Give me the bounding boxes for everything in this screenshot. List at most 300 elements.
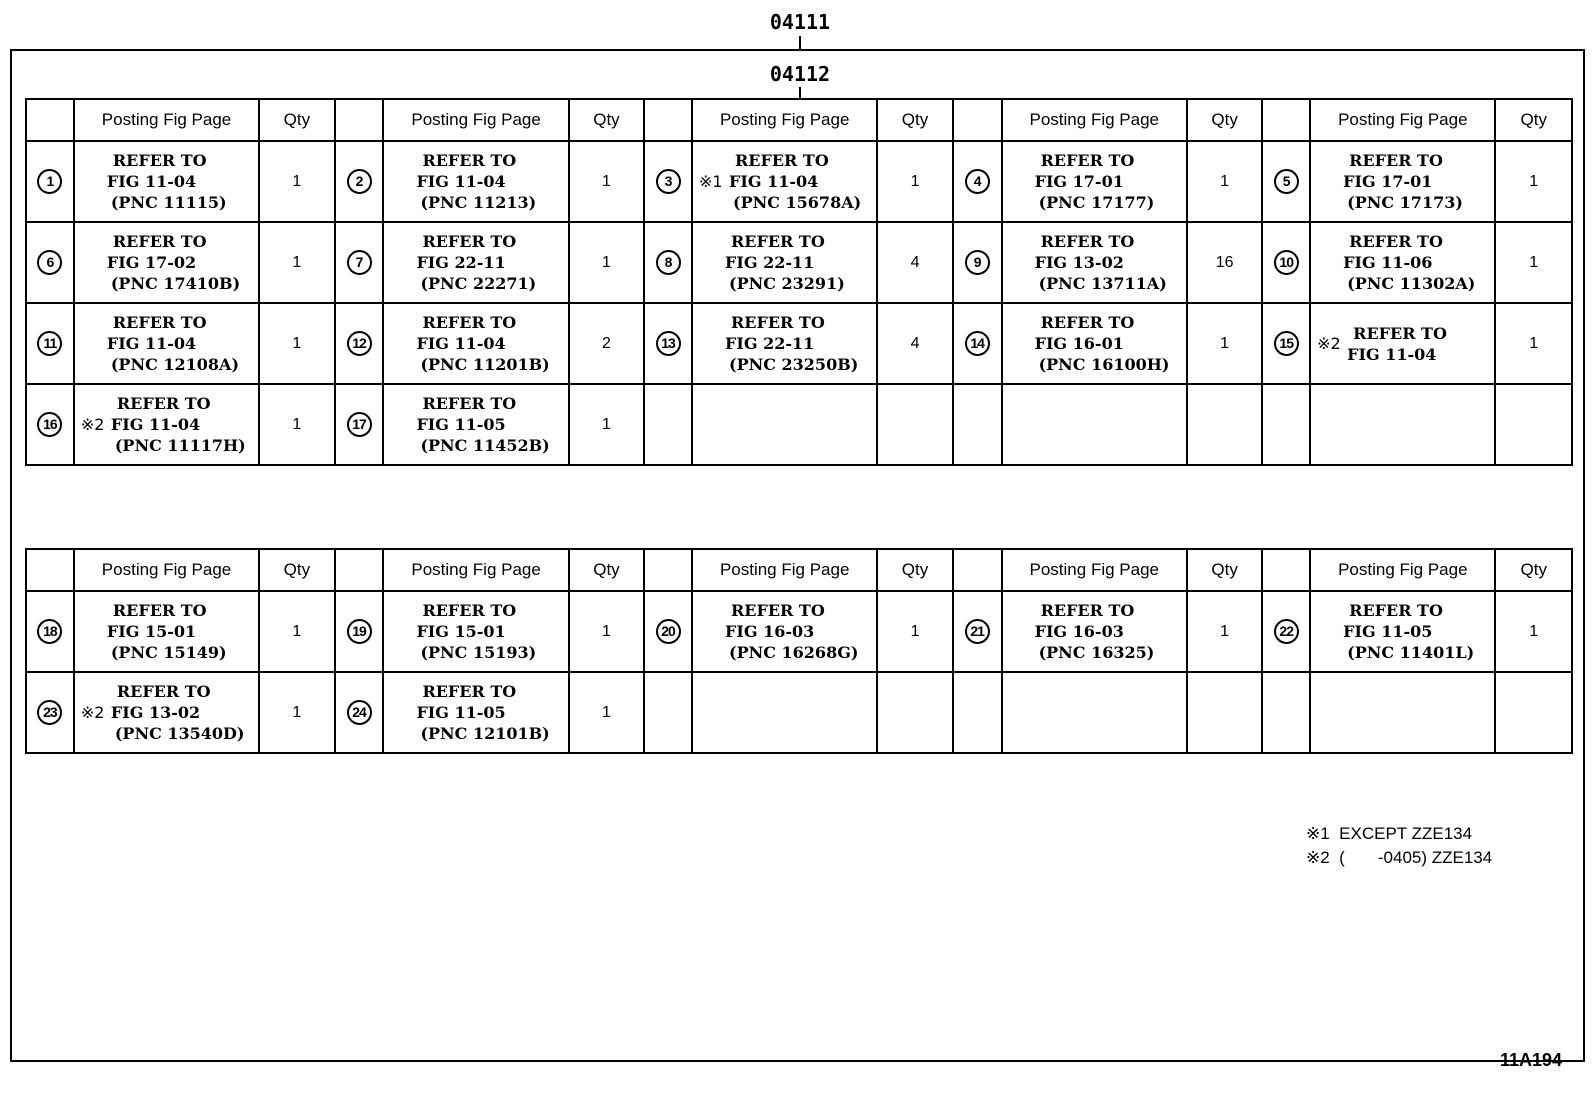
fig-reference: FIG 15-01 [106,622,197,641]
pnc-reference: (PNC 16100H) [1038,355,1170,374]
pnc-reference: (PNC 11452B) [420,436,550,455]
header-blank [644,99,692,141]
posting-reference-cell [692,303,877,384]
reference-block [75,681,258,744]
posting-reference-cell [383,672,568,753]
drawing-id: 11A194 [1499,1050,1562,1070]
item-number-cell [644,672,692,753]
header-qty: Qty [1495,549,1572,591]
note-mark: ※1 [699,172,723,191]
qty-value: 1 [602,172,611,190]
refer-to-label: REFER TO [422,313,517,332]
item-number-badge: 1 [37,169,62,194]
refer-to-label: REFER TO [112,601,207,620]
fig-reference: FIG 16-01 [1034,334,1124,353]
item-number-badge: 7 [347,250,372,275]
pnc-reference: (PNC 15149) [110,643,227,662]
header-blank [953,99,1002,141]
header-blank [335,549,384,591]
fig-reference: FIG 11-05 [416,703,506,722]
pnc-reference: (PNC 15678A) [733,193,862,212]
fig-reference: FIG 22-11 [725,334,815,353]
qty-value: 1 [910,172,920,190]
fig-reference: FIG 11-05 [1343,622,1433,641]
reference-block [75,600,258,663]
header-blank [644,549,692,591]
qty-cell [259,591,334,672]
reference-lines [1343,600,1474,663]
posting-reference-cell [1310,222,1495,303]
item-number-cell [1262,222,1310,303]
qty-value: 16 [1215,253,1234,271]
item-number-cell [1262,141,1310,222]
table-row [26,672,1572,753]
posting-reference-cell [1002,672,1187,753]
pnc-reference: (PNC 12101B) [420,724,550,743]
reference-lines [725,600,858,663]
item-number-badge: 5 [1274,169,1299,194]
header-posting-fig-page: Posting Fig Page [1002,549,1187,591]
header-qty: Qty [877,99,952,141]
item-number-cell [335,384,384,465]
item-number-cell [1262,303,1310,384]
footnote-mark: ※2 [1306,848,1330,867]
qty-cell [877,591,952,672]
header-posting-fig-page: Posting Fig Page [1002,99,1187,141]
refer-to-label: REFER TO [116,394,211,413]
posting-reference-cell [74,222,259,303]
reference-block [693,600,876,663]
qty-value: 1 [602,703,611,721]
fig-reference: FIG 17-01 [1343,172,1433,191]
pnc-reference: (PNC 17173) [1347,193,1463,212]
item-number-cell [644,591,692,672]
qty-cell [569,222,644,303]
posting-reference-cell [74,672,259,753]
qty-value: 1 [1220,622,1230,640]
item-number-cell [26,141,74,222]
fig-reference: FIG 16-03 [1034,622,1124,641]
reference-lines [1343,231,1475,294]
refer-to-label: REFER TO [1353,323,1447,343]
note-mark: ※2 [1317,334,1341,353]
fig-reference: FIG 17-02 [106,253,197,272]
refer-to-label: REFER TO [422,232,517,251]
pnc-reference: (PNC 17177) [1038,193,1155,212]
item-number-badge: 17 [347,412,372,437]
fig-reference: FIG 11-04 [1347,344,1437,364]
fig-reference: FIG 13-02 [1034,253,1124,272]
qty-cell [1495,591,1572,672]
item-number-cell [953,222,1002,303]
posting-reference-cell [383,222,568,303]
reference-block [693,312,876,375]
header-posting-fig-page: Posting Fig Page [1310,549,1495,591]
table-row [26,222,1572,303]
qty-value: 1 [292,172,302,190]
qty-cell [569,591,644,672]
item-number-badge: 13 [656,331,681,356]
footnote-mark: ※1 [1306,824,1330,843]
item-number-badge: 10 [1274,250,1299,275]
fig-reference: FIG 22-11 [725,253,815,272]
qty-value: 1 [292,622,302,640]
item-number-cell [26,591,74,672]
item-number-badge: 12 [347,331,372,356]
header-qty: Qty [1495,99,1572,141]
posting-reference-cell [1310,591,1495,672]
qty-value: 2 [602,334,611,352]
qty-cell [1495,384,1572,465]
qty-cell [259,303,334,384]
footnote-2 [1306,846,1492,870]
header-posting-fig-page: Posting Fig Page [383,99,568,141]
table-row [26,141,1572,222]
item-number-cell [335,591,384,672]
reference-block [1311,600,1494,663]
pnc-reference: (PNC 11115) [110,193,227,212]
reference-lines [107,231,240,294]
refer-to-label: REFER TO [735,151,829,170]
reference-lines [1035,600,1155,663]
qty-value: 1 [1529,334,1539,352]
qty-value: 1 [292,253,302,271]
reference-lines [111,681,245,744]
reference-block [1003,600,1186,663]
qty-cell [1187,222,1262,303]
item-number-cell [26,303,74,384]
reference-lines [107,150,227,213]
parts-reference-table-top [25,98,1573,466]
item-number-badge: 16 [37,412,62,437]
qty-value: 1 [1220,334,1230,352]
item-number-cell [335,222,384,303]
qty-cell [1187,303,1262,384]
reference-block [384,393,567,456]
item-number-badge: 22 [1274,619,1299,644]
reference-block [1311,150,1494,213]
reference-lines [729,150,861,213]
posting-reference-cell [1002,591,1187,672]
qty-cell [877,222,952,303]
assembly-code: 04111 [769,10,831,34]
reference-lines [107,600,227,663]
fig-reference: FIG 11-05 [416,415,506,434]
item-number-badge: 3 [656,169,681,194]
refer-to-label: REFER TO [1040,313,1135,332]
assembly-connector-line [799,36,801,50]
qty-value: 4 [910,253,920,271]
refer-to-label: REFER TO [112,151,207,170]
qty-cell [569,303,644,384]
item-number-cell [953,672,1002,753]
posting-reference-cell [1310,141,1495,222]
pnc-reference: (PNC 12108A) [110,355,240,374]
reference-block [384,231,567,294]
qty-value: 1 [292,334,302,352]
pnc-reference: (PNC 16325) [1038,643,1155,662]
header-qty: Qty [569,99,644,141]
item-number-badge: 11 [37,331,62,356]
refer-to-label: REFER TO [731,313,825,332]
reference-lines [1035,150,1155,213]
refer-to-label: REFER TO [1040,232,1135,251]
posting-reference-cell [1002,384,1187,465]
qty-value: 1 [292,703,302,721]
posting-reference-cell [1310,303,1495,384]
reference-block [75,150,258,213]
note-mark: ※2 [80,415,105,434]
header-blank [26,99,74,141]
item-number-badge: 15 [1274,331,1299,356]
pnc-reference: (PNC 11213) [420,193,537,212]
refer-to-label: REFER TO [1349,151,1443,170]
reference-block [1311,231,1494,294]
item-number-cell [335,141,384,222]
reference-lines [416,150,536,213]
reference-lines [1035,231,1167,294]
posting-reference-cell [692,141,877,222]
refer-to-label: REFER TO [422,151,517,170]
header-posting-fig-page: Posting Fig Page [692,99,877,141]
qty-cell [259,384,334,465]
item-number-badge: 18 [37,619,62,644]
item-number-cell [644,141,692,222]
fig-reference: FIG 11-04 [110,415,201,434]
qty-cell [1495,672,1572,753]
pnc-reference: (PNC 17410B) [110,274,241,293]
header-qty: Qty [877,549,952,591]
item-number-badge: 21 [965,619,990,644]
header-qty: Qty [569,549,644,591]
qty-value: 1 [1529,253,1539,271]
item-number-cell [1262,384,1310,465]
table-row [26,303,1572,384]
item-number-badge: 24 [347,700,372,725]
item-number-cell [1262,672,1310,753]
footnote-1 [1306,822,1492,846]
header-qty: Qty [259,549,334,591]
refer-to-label: REFER TO [112,313,207,332]
reference-block [1003,150,1186,213]
posting-reference-cell [1310,672,1495,753]
qty-cell [877,672,952,753]
posting-reference-cell [692,384,877,465]
header-posting-fig-page: Posting Fig Page [692,549,877,591]
reference-block [384,312,567,375]
qty-cell [877,141,952,222]
item-number-cell [26,384,74,465]
posting-reference-cell [692,672,877,753]
header-blank [953,549,1002,591]
refer-to-label: REFER TO [1040,601,1135,620]
reference-lines [111,393,246,456]
sub-assembly-code: 04112 [769,62,831,86]
qty-value: 1 [1220,172,1230,190]
item-number-cell [335,672,384,753]
refer-to-label: REFER TO [1349,232,1443,251]
posting-reference-cell [1002,141,1187,222]
refer-to-label: REFER TO [422,601,517,620]
reference-block [384,681,567,744]
qty-cell [569,141,644,222]
item-number-badge: 2 [347,169,372,194]
item-number-cell [644,303,692,384]
reference-lines [1035,312,1170,375]
qty-cell [1187,141,1262,222]
posting-reference-cell [383,591,568,672]
reference-block [693,150,876,213]
qty-cell [877,384,952,465]
qty-value: 1 [602,415,611,433]
parts-reference-table-bottom [25,548,1573,754]
reference-lines [416,393,549,456]
refer-to-label: REFER TO [731,601,825,620]
reference-lines [725,312,858,375]
qty-cell [1495,222,1572,303]
header-posting-fig-page: Posting Fig Page [383,549,568,591]
fig-reference: FIG 11-04 [106,334,197,353]
item-number-badge: 6 [37,250,62,275]
pnc-reference: (PNC 16268G) [729,643,859,662]
footnote-text: ( -0405) ZZE134 [1339,848,1493,867]
item-number-badge: 23 [37,700,62,725]
posting-reference-cell [1310,384,1495,465]
item-number-cell [953,141,1002,222]
pnc-reference: (PNC 13540D) [114,724,245,743]
reference-lines [416,681,549,744]
fig-reference: FIG 11-04 [729,172,819,191]
reference-block [1003,312,1186,375]
refer-to-label: REFER TO [422,682,517,701]
posting-reference-cell [74,303,259,384]
qty-value: 1 [1529,622,1539,640]
header-posting-fig-page: Posting Fig Page [74,549,259,591]
reference-block [384,600,567,663]
reference-lines [416,600,536,663]
reference-block [1311,323,1494,365]
item-number-cell [644,222,692,303]
header-blank [335,99,384,141]
qty-cell [1187,591,1262,672]
fig-reference: FIG 11-04 [416,334,506,353]
qty-cell [259,222,334,303]
item-number-cell [1262,591,1310,672]
qty-cell [1187,384,1262,465]
posting-reference-cell [692,222,877,303]
qty-cell [569,384,644,465]
reference-block [693,231,876,294]
header-qty: Qty [1187,99,1262,141]
qty-cell [877,303,952,384]
posting-reference-cell [74,141,259,222]
item-number-cell [953,303,1002,384]
qty-value: 1 [602,622,611,640]
pnc-reference: (PNC 15193) [420,643,537,662]
pnc-reference: (PNC 13711A) [1038,274,1167,293]
item-number-cell [953,591,1002,672]
footnote-text: EXCEPT ZZE134 [1339,824,1473,843]
qty-value: 1 [292,415,302,433]
reference-block [75,231,258,294]
item-number-cell [953,384,1002,465]
item-number-cell [644,384,692,465]
item-number-badge: 8 [656,250,681,275]
posting-reference-cell [383,384,568,465]
fig-reference: FIG 22-11 [416,253,506,272]
header-blank [1262,99,1310,141]
item-number-cell [26,222,74,303]
header-posting-fig-page: Posting Fig Page [74,99,259,141]
table-header-row [26,99,1572,141]
footnotes [1306,822,1492,870]
item-number-badge: 4 [965,169,990,194]
reference-block [384,150,567,213]
posting-reference-cell [74,591,259,672]
table-row [26,591,1572,672]
refer-to-label: REFER TO [731,232,825,251]
reference-lines [1347,323,1447,365]
table-row [26,384,1572,465]
posting-reference-cell [692,591,877,672]
pnc-reference: (PNC 23291) [729,274,845,293]
refer-to-label: REFER TO [1349,601,1443,620]
pnc-reference: (PNC 11302A) [1347,274,1476,293]
reference-lines [107,312,239,375]
pnc-reference: (PNC 11117H) [114,436,246,455]
reference-lines [416,312,549,375]
qty-value: 1 [1529,172,1539,190]
reference-lines [725,231,845,294]
posting-reference-cell [383,141,568,222]
posting-reference-cell [1002,303,1187,384]
reference-lines [416,231,536,294]
pnc-reference: (PNC 23250B) [729,355,859,374]
qty-value: 1 [910,622,920,640]
reference-block [75,393,258,456]
item-number-badge: 19 [347,619,372,644]
fig-reference: FIG 15-01 [416,622,506,641]
qty-value: 1 [602,253,611,271]
note-mark: ※2 [80,703,105,722]
reference-block [1003,231,1186,294]
fig-reference: FIG 17-01 [1034,172,1124,191]
qty-cell [569,672,644,753]
posting-reference-cell [1002,222,1187,303]
item-number-badge: 14 [965,331,990,356]
reference-lines [1343,150,1463,213]
refer-to-label: REFER TO [112,232,207,251]
fig-reference: FIG 13-02 [110,703,201,722]
header-blank [26,549,74,591]
qty-cell [259,141,334,222]
pnc-reference: (PNC 11201B) [420,355,550,374]
refer-to-label: REFER TO [1040,151,1135,170]
header-qty: Qty [259,99,334,141]
item-number-badge: 20 [656,619,681,644]
fig-reference: FIG 11-04 [106,172,197,191]
header-posting-fig-page: Posting Fig Page [1310,99,1495,141]
qty-cell [1495,303,1572,384]
reference-block [75,312,258,375]
fig-reference: FIG 16-03 [725,622,815,641]
qty-cell [1495,141,1572,222]
table-header-row [26,549,1572,591]
posting-reference-cell [74,384,259,465]
qty-cell [1187,672,1262,753]
fig-reference: FIG 11-04 [416,172,506,191]
refer-to-label: REFER TO [422,394,517,413]
